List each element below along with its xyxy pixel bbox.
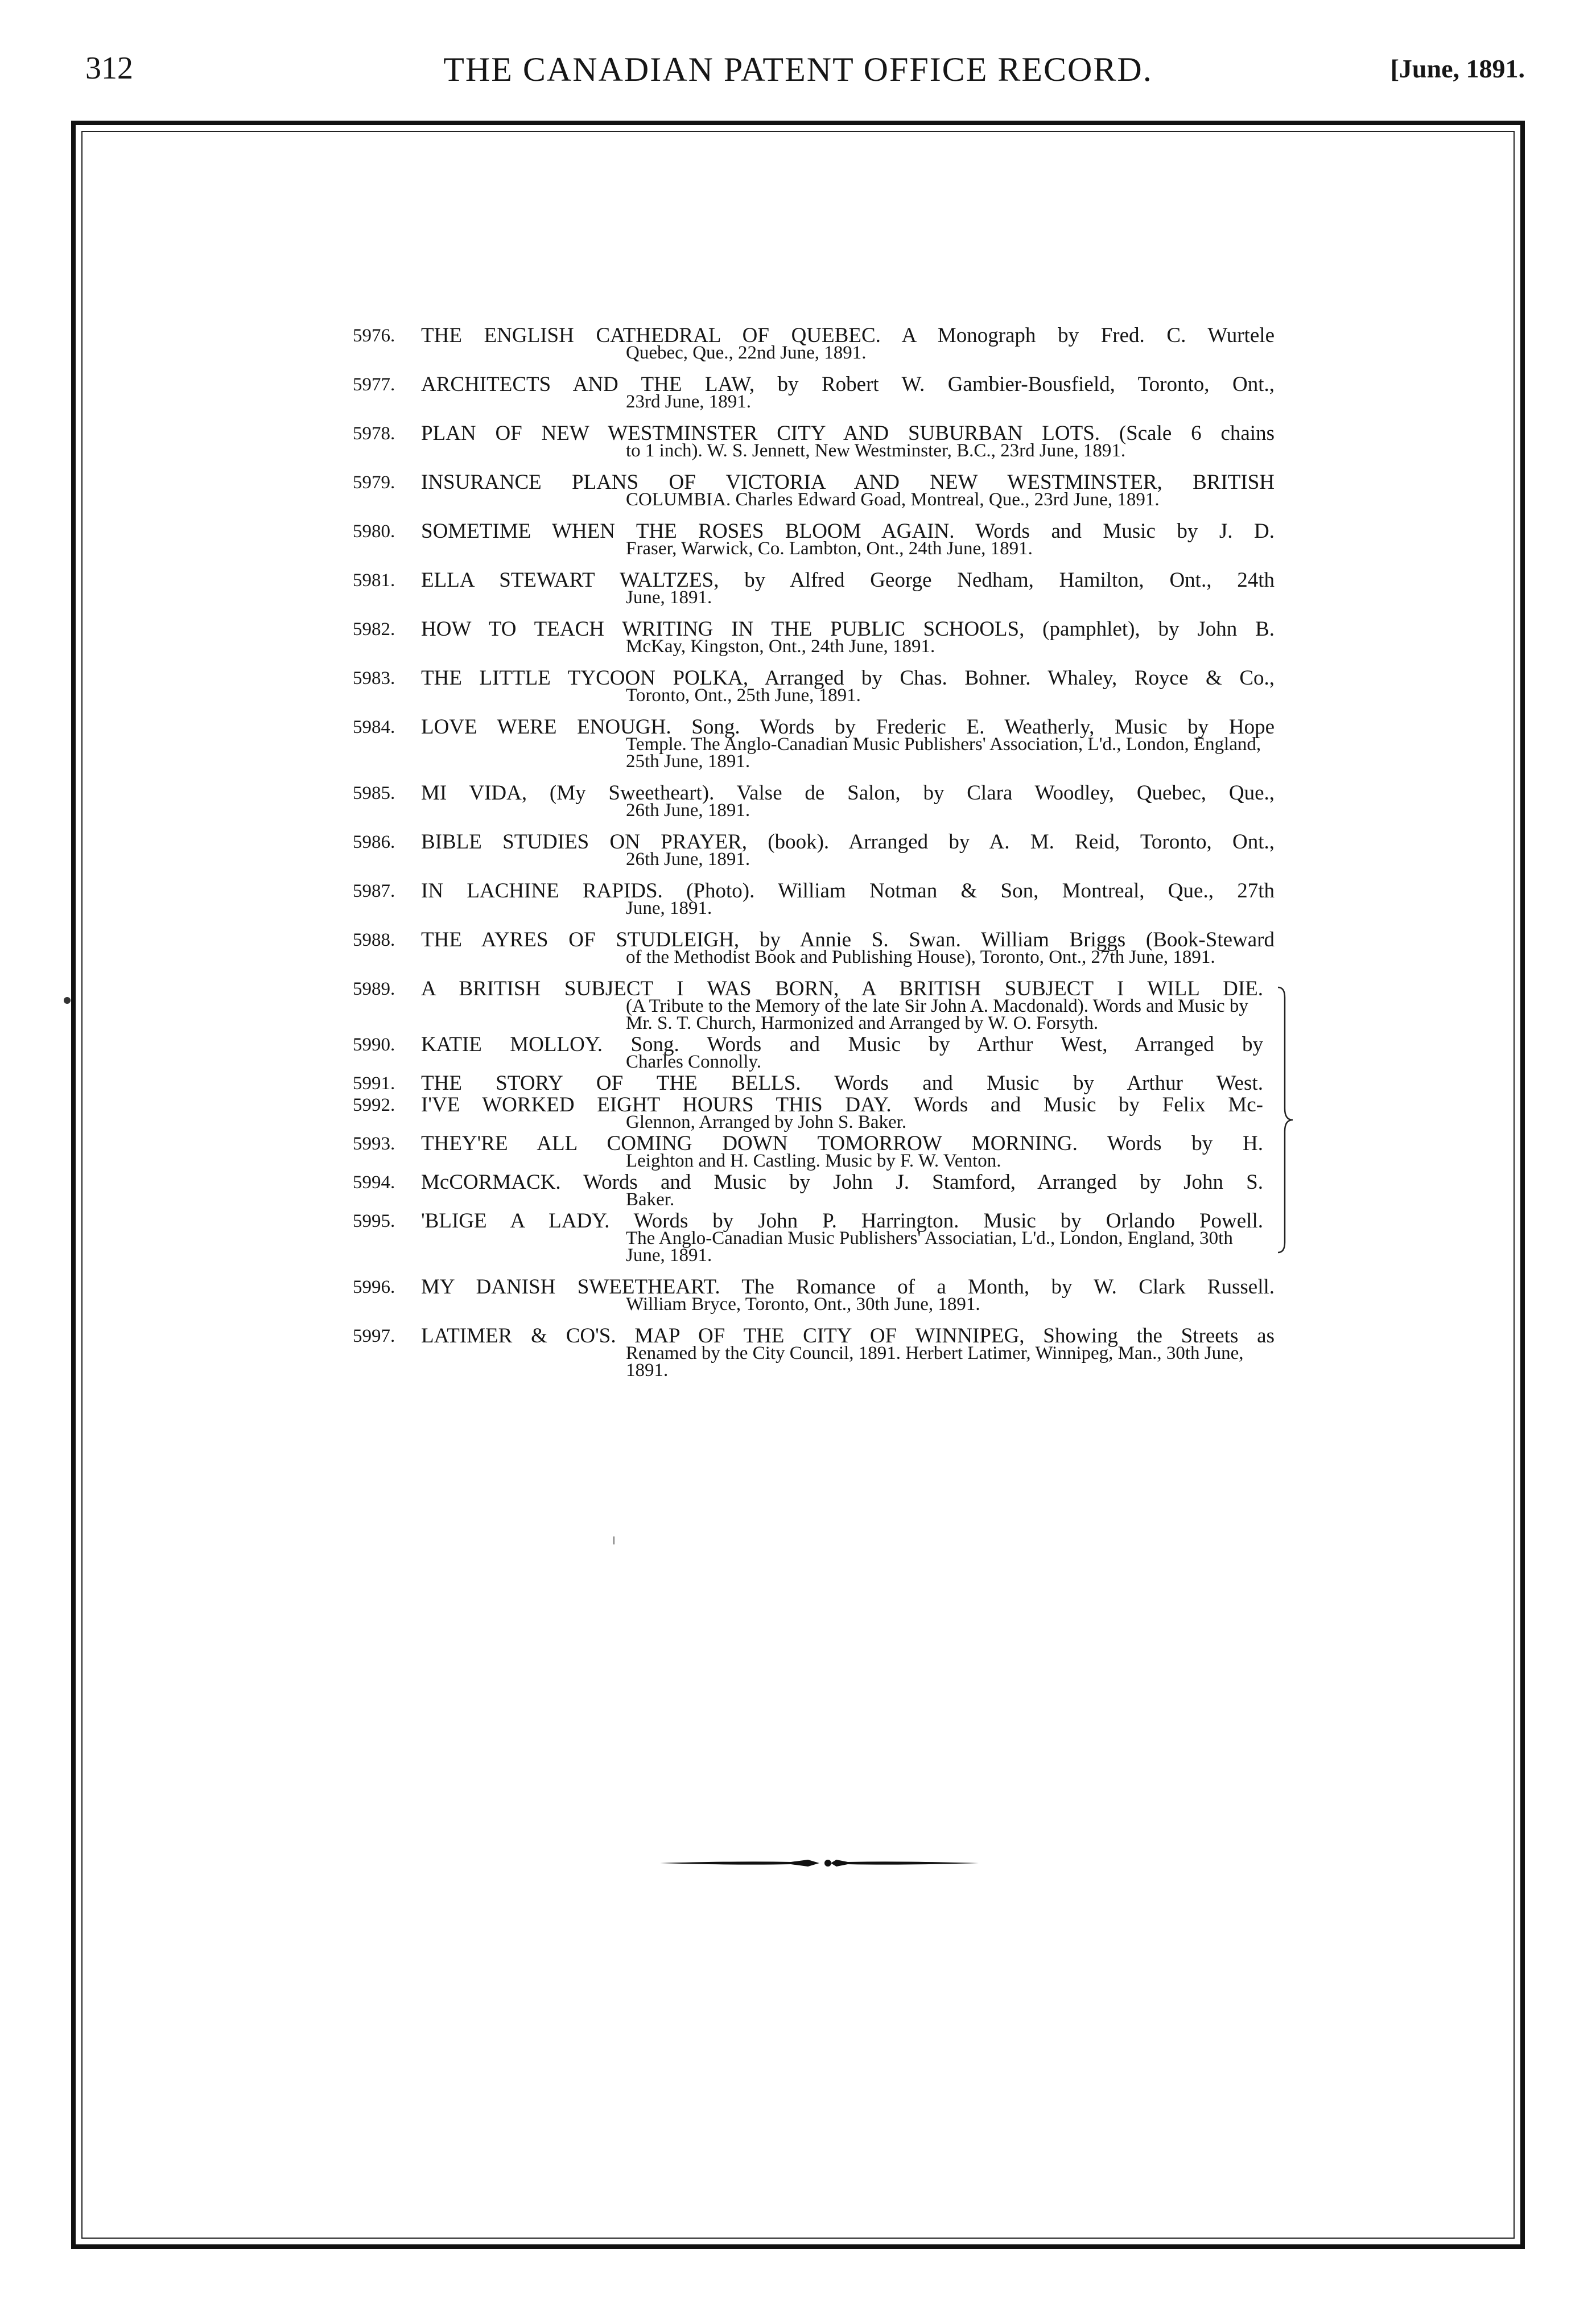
entry-number: 5985. <box>353 783 395 804</box>
entry-title: ELLA STEWART WALTZES, by Alfred George Nedham, Hamilton, Ont., 24th <box>421 568 1275 592</box>
entry-title: HOW TO TEACH WRITING IN THE PUBLIC SCHOOLS, (pamphlet), by John B. <box>421 617 1275 641</box>
grouping-brace <box>1277 986 1294 1254</box>
entry-title: THEY'RE ALL COMING DOWN TOMORROW MORNING. Words by H. <box>421 1132 1263 1155</box>
list-item <box>353 781 1275 821</box>
entry-details: William Bryce, Toronto, Ont., 30th June, 1891. <box>626 1294 980 1315</box>
entry-number: 5986. <box>353 832 395 852</box>
margin-tick <box>613 1536 615 1544</box>
entry-number: 5995. <box>353 1211 395 1231</box>
entry-details: (A Tribute to the Memory of the late Sir John A. Macdonald). Words and Music by Mr. S. T. Church, Harmonized and Arranged by W. O. Forsyth. <box>626 996 1248 1033</box>
entry-details: Charles Connolly. <box>626 1052 762 1072</box>
entry-details: of the Methodist Book and Publishing House), Toronto, Ont., 27th June, 1891. <box>626 947 1215 967</box>
entry-details: The Anglo-Canadian Music Publishers' Associatian, L'd., London, England, 30th June, 1891. <box>626 1228 1233 1266</box>
entry-details: McKay, Kingston, Ont., 24th June, 1891. <box>626 636 935 657</box>
entry-title: BIBLE STUDIES ON PRAYER, (book). Arranged by A. M. Reid, Toronto, Ont., <box>421 830 1275 854</box>
entry-number: 5977. <box>353 374 395 395</box>
entry-title: THE STORY OF THE BELLS. Words and Music by Arthur West. <box>421 1072 1263 1095</box>
entry-title: ARCHITECTS AND THE LAW, by Robert W. Gambier-Bousfield, Toronto, Ont., <box>421 373 1275 396</box>
entry-title: LOVE WERE ENOUGH. Song. Words by Frederic E. Weatherly, Music by Hope <box>421 715 1275 739</box>
entry-number: 5990. <box>353 1035 395 1055</box>
entry-details: COLUMBIA. Charles Edward Goad, Montreal, Que., 23rd June, 1891. <box>626 489 1160 510</box>
entry-details: 26th June, 1891. <box>626 800 750 821</box>
page-number: 312 <box>85 51 133 86</box>
list-item <box>353 1132 1275 1171</box>
entry-title: KATIE MOLLOY. Song. Words and Music by Arthur West, Arranged by <box>421 1033 1263 1056</box>
entry-number: 5982. <box>353 619 395 640</box>
entry-number: 5984. <box>353 717 395 738</box>
entry-details: 26th June, 1891. <box>626 849 750 870</box>
entry-details: Fraser, Warwick, Co. Lambton, Ont., 24th June, 1891. <box>626 538 1033 559</box>
entry-number: 5989. <box>353 979 395 999</box>
entry-title: McCORMACK. Words and Music by John J. Stamford, Arranged by John S. <box>421 1171 1263 1194</box>
list-item <box>353 324 1275 363</box>
list-item <box>353 568 1275 608</box>
copyright-entries <box>353 324 1275 1394</box>
list-item <box>353 373 1275 412</box>
page-header <box>0 50 1596 96</box>
entry-title: MY DANISH SWEETHEART. The Romance of a Month, by W. Clark Russell. <box>421 1275 1275 1299</box>
entry-number: 5988. <box>353 930 395 950</box>
entry-number: 5983. <box>353 668 395 689</box>
entry-details: Baker. <box>626 1189 675 1210</box>
entry-details: 23rd June, 1891. <box>626 392 751 412</box>
ornamental-rule <box>660 1856 979 1870</box>
entry-number: 5993. <box>353 1134 395 1154</box>
entry-title: LATIMER & CO'S. MAP OF THE CITY OF WINNIPEG, Showing the Streets as <box>421 1324 1275 1348</box>
entry-title: SOMETIME WHEN THE ROSES BLOOM AGAIN. Words and Music by J. D. <box>421 520 1275 543</box>
entry-number: 5991. <box>353 1073 395 1094</box>
entry-number: 5978. <box>353 423 395 444</box>
entry-details: Quebec, Que., 22nd June, 1891. <box>626 343 867 363</box>
list-item <box>353 617 1275 657</box>
list-item <box>353 422 1275 461</box>
entry-number: 5996. <box>353 1277 395 1297</box>
entry-details: Temple. The Anglo-Canadian Music Publishers' Association, L'd., London, England, 25th June, 1891. <box>626 734 1261 772</box>
entry-details: to 1 inch). W. S. Jennett, New Westminster, B.C., 23rd June, 1891. <box>626 440 1126 461</box>
list-item <box>353 1171 1275 1210</box>
entry-title: INSURANCE PLANS OF VICTORIA AND NEW WESTMINSTER, BRITISH <box>421 471 1275 494</box>
list-item <box>353 471 1275 510</box>
entry-title: THE ENGLISH CATHEDRAL OF QUEBEC. A Monograph by Fred. C. Wurtele <box>421 324 1275 347</box>
margin-dot <box>64 997 71 1004</box>
entry-number: 5980. <box>353 521 395 542</box>
entry-title: IN LACHINE RAPIDS. (Photo). William Notman & Son, Montreal, Que., 27th <box>421 879 1275 903</box>
list-item <box>353 1324 1275 1381</box>
list-item <box>353 977 1275 1033</box>
list-item <box>353 830 1275 870</box>
entry-title: THE AYRES OF STUDLEIGH, by Annie S. Swan. William Briggs (Book-Steward <box>421 928 1275 951</box>
issue-date: [June, 1891. <box>1390 54 1525 83</box>
entry-details: Toronto, Ont., 25th June, 1891. <box>626 685 861 706</box>
list-item <box>353 1072 1275 1095</box>
list-item <box>353 1275 1275 1315</box>
list-item <box>353 1033 1275 1072</box>
entry-details: June, 1891. <box>626 898 712 918</box>
list-item <box>353 520 1275 559</box>
entry-title: THE LITTLE TYCOON POLKA, Arranged by Chas. Bohner. Whaley, Royce & Co., <box>421 666 1275 690</box>
entry-title: A BRITISH SUBJECT I WAS BORN, A BRITISH SUBJECT I WILL DIE. <box>421 977 1263 1000</box>
entry-details: Renamed by the City Council, 1891. Herbert Latimer, Winnipeg, Man., 30th June, 1891. <box>626 1343 1244 1381</box>
entry-details: June, 1891. <box>626 587 712 608</box>
list-item <box>353 928 1275 967</box>
entry-number: 5981. <box>353 570 395 591</box>
list-item <box>353 715 1275 772</box>
list-item <box>353 1209 1275 1266</box>
entry-title: 'BLIGE A LADY. Words by John P. Harrington. Music by Orlando Powell. <box>421 1209 1263 1233</box>
entry-title: MI VIDA, (My Sweetheart). Valse de Salon, by Clara Woodley, Quebec, Que., <box>421 781 1275 805</box>
list-item <box>353 879 1275 918</box>
entry-title: PLAN OF NEW WESTMINSTER CITY AND SUBURBAN LOTS. (Scale 6 chains <box>421 422 1275 445</box>
entry-number: 5987. <box>353 881 395 901</box>
running-title: THE CANADIAN PATENT OFFICE RECORD. <box>443 51 1153 88</box>
entry-details: Glennon, Arranged by John S. Baker. <box>626 1112 907 1132</box>
entry-number: 5992. <box>353 1095 395 1115</box>
list-item <box>353 666 1275 706</box>
entry-number: 5997. <box>353 1326 395 1346</box>
bracketed-entry-group <box>353 977 1275 1266</box>
entry-details: Leighton and H. Castling. Music by F. W. Venton. <box>626 1151 1001 1171</box>
entry-number: 5979. <box>353 472 395 493</box>
list-item <box>353 1093 1275 1132</box>
entry-title: I'VE WORKED EIGHT HOURS THIS DAY. Words and Music by Felix Mc- <box>421 1093 1263 1116</box>
entry-number: 5976. <box>353 326 395 346</box>
entry-number: 5994. <box>353 1172 395 1193</box>
